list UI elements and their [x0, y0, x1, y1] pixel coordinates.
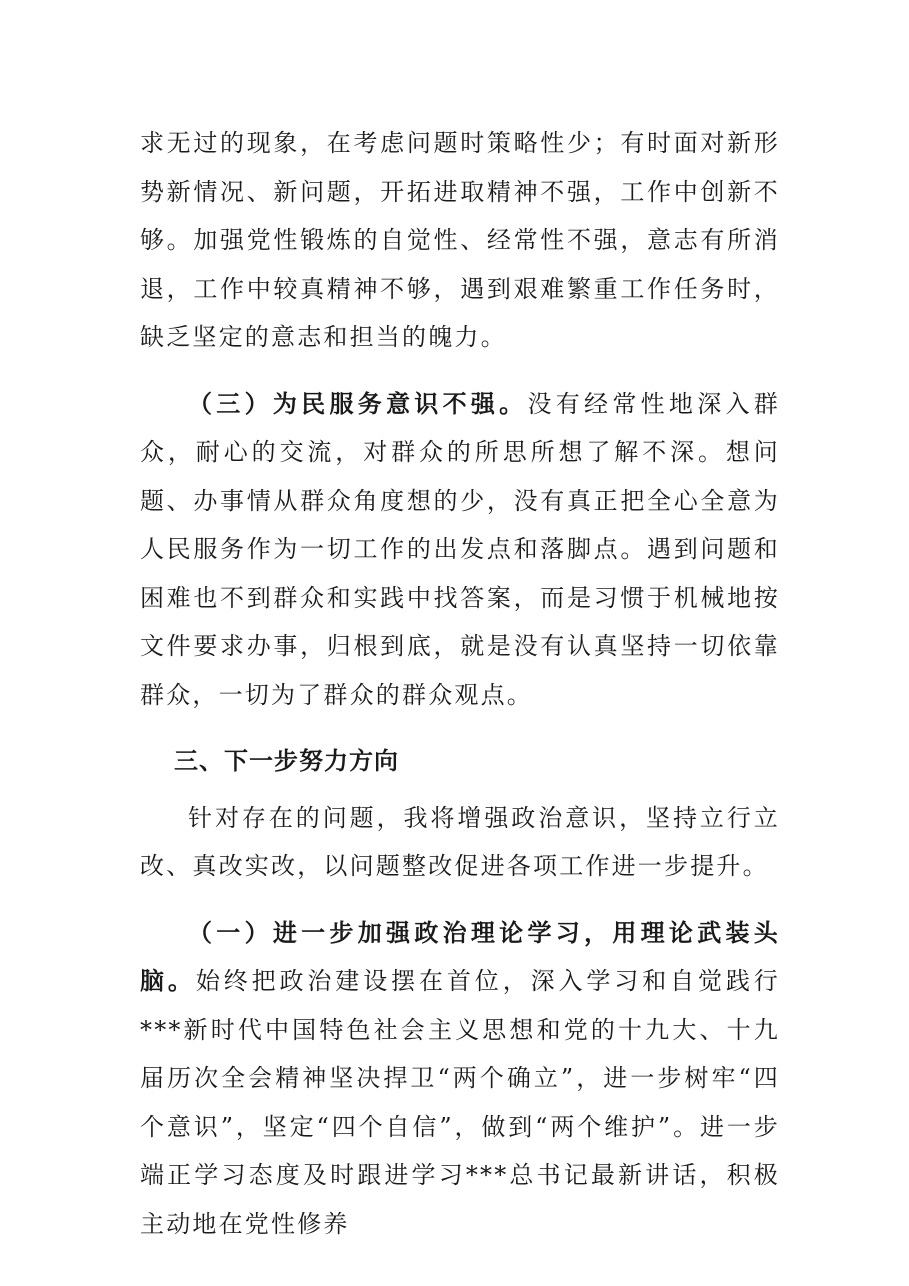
- paragraph-text: 始终把政治建设摆在首位，深入学习和自觉践行***新时代中国特色社会主义思想和党的十九大、十九届历次全会精神坚决捍卫“两个确立”，进一步树牢“四个意识”，坚定“四个自信”，做到“两个维护”。进一步端正学习态度及时跟进学习***总书记最新讲话，积极主动地在党性修养: [140, 967, 781, 1238]
- section-title-text: 三、下一步努力方向: [174, 747, 399, 775]
- paragraph-heading: （一）进一步加强政治理论学习，用理论武装头脑。: [140, 917, 780, 995]
- paragraph-text: 没有经常性地深入群众，耐心的交流，对群众的所思所想了解不深。想问题、办事情从群众角度想的少，没有真正把全心全意为人民服务作为一切工作的出发点和落脚点。遇到问题和困难也不到群众和实践中找答案，而是习惯于机械地按文件要求办事，归根到底，就是没有认真坚持一切依靠群众，一切为了群众的群众观点。: [140, 389, 780, 709]
- paragraph-continued: [140, 119, 780, 362]
- paragraph-text: 针对存在的问题，我将增强政治意识，坚持立行立改、真改实改，以问题整改促进各项工作进一步提升。: [140, 803, 780, 880]
- section-title: [140, 737, 780, 786]
- paragraph-heading: （三）为民服务意识不强。: [188, 388, 528, 418]
- document-body: [140, 119, 780, 1248]
- paragraph-political-study: [140, 909, 780, 1249]
- paragraph-text: 求无过的现象，在考虑问题时策略性少；有时面对新形势新情况、新问题，开拓进取精神不强，工作中创新不够。加强党性锻炼的自觉性、经常性不强，意志有所消退，工作中较真精神不够，遇到艰难繁重工作任务时，缺乏坚定的意志和担当的魄力。: [140, 129, 780, 351]
- paragraph-service-awareness: [140, 380, 780, 720]
- paragraph-intro: [140, 794, 780, 891]
